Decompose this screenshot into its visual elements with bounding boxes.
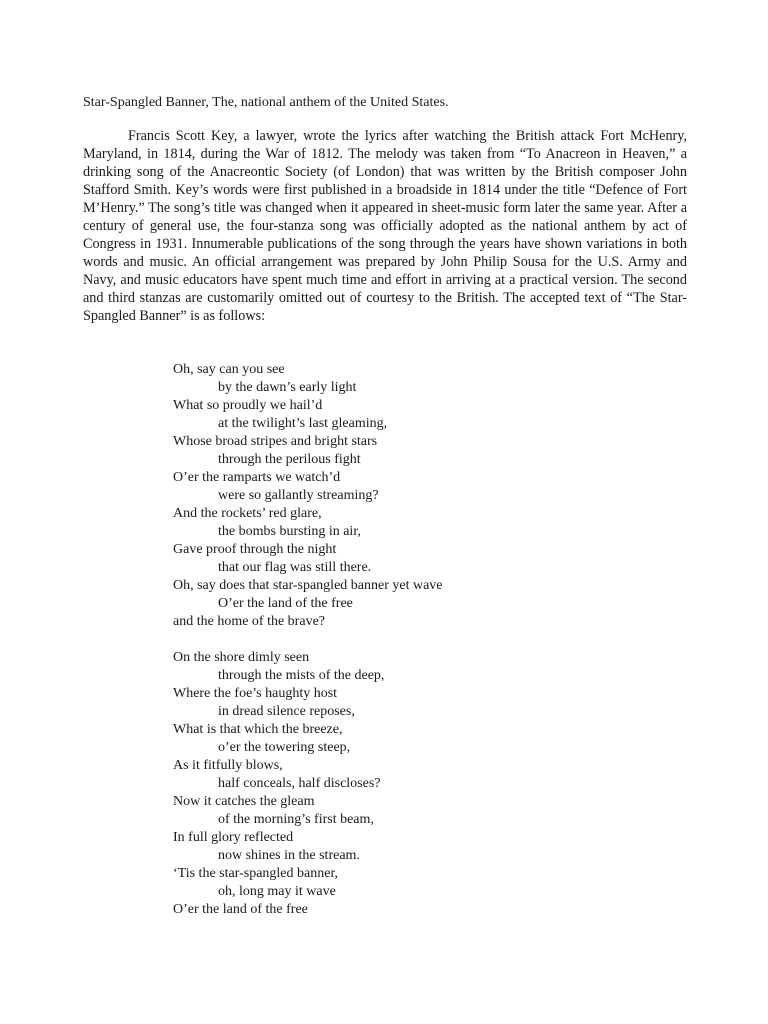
lyric-line: And the rockets’ red glare,	[173, 506, 322, 521]
lyric-line: What is that which the breeze,	[173, 722, 343, 737]
lyric-line: Oh, say does that star-spangled banner yet wave	[173, 578, 443, 593]
lyric-line: Now it catches the gleam	[173, 794, 315, 809]
lyric-line: were so gallantly streaming?	[218, 488, 379, 503]
lyric-line: at the twilight’s last gleaming,	[218, 416, 388, 431]
lyric-line: by the dawn’s early light	[218, 380, 357, 395]
lyric-line: Gave proof through the night	[173, 542, 337, 557]
lyric-line: oh, long may it wave	[218, 884, 336, 899]
lyric-line: Oh, say can you see	[173, 362, 285, 377]
intro-paragraph: Francis Scott Key, a lawyer, wrote the lyrics after watching the British attack Fort McHenry, Maryland, in 1814, during the War of 1812. The melody was taken from “To Anacreon in Heaven,” a drinking song of the Anacreontic Society (of London) that was written by the British composer John Stafford Smith. Key’s words were first published in a broadside in 1814 under the title “Defence of Fort M’Henry.” The song’s title was changed when it appeared in sheet-music form later the same year. After a century of general use, the four-stanza song was officially adopted as the national anthem by act of Congress in 1931. Innumerable publications of the song through the years have shown variations in both words and music. An official arrangement was prepared by John Philip Sousa for the U.S. Army and Navy, and music educators have spent much time and effort in arriving at a practical version. The second and third stanzas are customarily omitted out of courtesy to the British. The accepted text of “The Star-Spangled Banner” is as follows:	[83, 128, 687, 324]
document-heading: Star-Spangled Banner, The, national anthem of the United States.	[83, 95, 449, 110]
lyric-line: O’er the ramparts we watch’d	[173, 470, 341, 485]
stanza-1	[173, 361, 693, 631]
lyric-line: As it fitfully blows,	[173, 758, 283, 773]
lyric-line: Whose broad stripes and bright stars	[173, 434, 378, 449]
lyric-line: in dread silence reposes,	[218, 704, 355, 719]
lyric-line: ‘Tis the star-spangled banner,	[173, 866, 339, 881]
lyric-line: On the shore dimly seen	[173, 650, 310, 665]
lyric-line: of the morning’s first beam,	[218, 812, 374, 827]
lyric-line: Where the foe’s haughty host	[173, 686, 338, 701]
lyric-line: now shines in the stream.	[218, 848, 360, 863]
lyric-line: What so proudly we hail’d	[173, 398, 323, 413]
lyric-line: O’er the land of the free	[173, 902, 308, 917]
lyric-line: In full glory reflected	[173, 830, 294, 845]
lyric-line: through the mists of the deep,	[218, 668, 385, 683]
lyric-line: half conceals, half discloses?	[218, 776, 381, 791]
stanza-2	[173, 649, 693, 919]
lyric-line: the bombs bursting in air,	[218, 524, 361, 539]
anthem-lyrics	[173, 361, 693, 937]
lyric-line: O’er the land of the free	[218, 596, 353, 611]
lyric-line: and the home of the brave?	[173, 614, 325, 629]
lyric-line: o’er the towering steep,	[218, 740, 351, 755]
lyric-line: through the perilous fight	[218, 452, 361, 467]
lyric-line: that our flag was still there.	[218, 560, 372, 575]
